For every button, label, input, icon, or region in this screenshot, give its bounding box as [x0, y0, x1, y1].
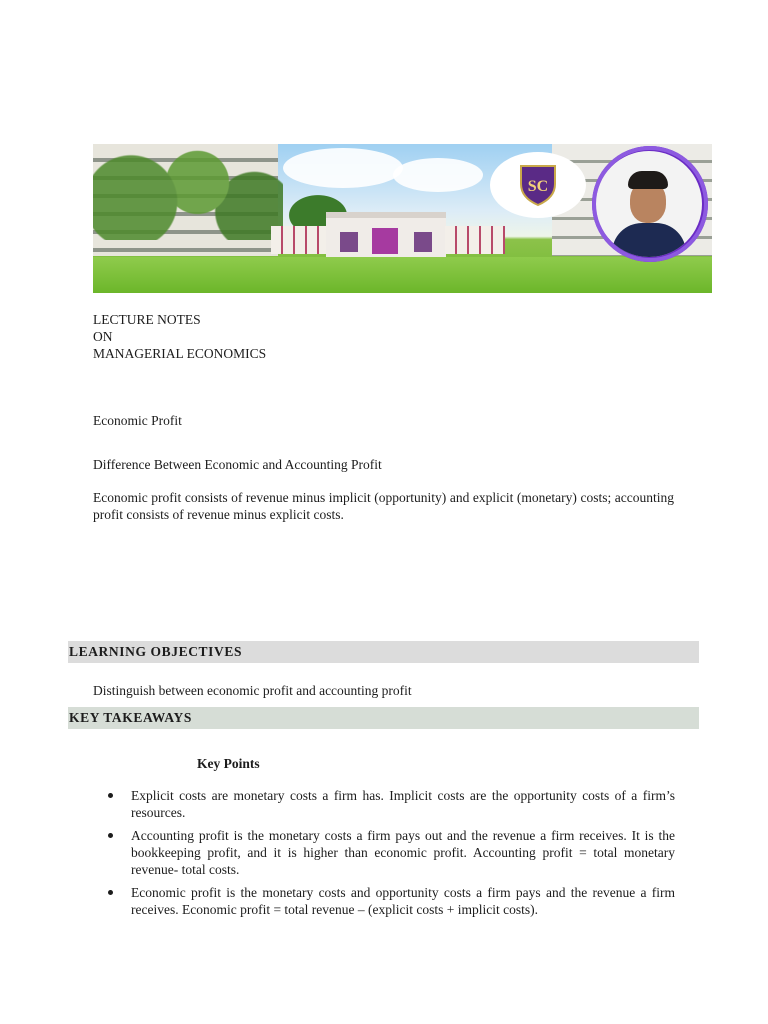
- vines-foliage: [93, 144, 283, 240]
- hall-window: [340, 232, 358, 252]
- bullet-icon: [108, 793, 113, 798]
- campus-hall: [326, 212, 446, 260]
- cloud-shape: [393, 158, 483, 192]
- title-line-3: MANAGERIAL ECONOMICS: [93, 346, 267, 361]
- logo-letters: SC: [527, 178, 549, 195]
- list-item: [104, 787, 675, 821]
- bullet-icon: [108, 890, 113, 895]
- title-line-2: ON: [93, 329, 113, 344]
- learning-objective-text: Distinguish between economic profit and accounting profit: [93, 683, 412, 698]
- intro-paragraph: Economic profit consists of revenue minus implicit (opportunity) and explicit (monetary) costs; accounting profit consists of revenue minus explicit costs.: [93, 490, 674, 522]
- title-line-1: LECTURE NOTES: [93, 312, 201, 327]
- key-points-list: [104, 787, 675, 924]
- key-takeaways-heading: KEY TAKEAWAYS: [68, 707, 699, 729]
- list-item: [104, 827, 675, 878]
- list-item: [104, 884, 675, 918]
- header-banner: [93, 144, 712, 293]
- college-logo: [490, 152, 586, 218]
- hall-window: [414, 232, 432, 252]
- hall-door: [372, 228, 398, 254]
- shield-icon: [515, 162, 561, 208]
- bullet-icon: [108, 833, 113, 838]
- list-item-text: Explicit costs are monetary costs a firm has. Implicit costs are the opportunity costs of a firm’s resources.: [131, 788, 675, 820]
- list-item-text: Economic profit is the monetary costs and opportunity costs a firm pays and the revenue a firm receives. Economic profit = total revenue – (explicit costs + implicit costs).: [131, 885, 675, 917]
- document-title: [93, 311, 266, 362]
- building-wing-right: [445, 226, 505, 254]
- key-points-subheading: Key Points: [197, 756, 260, 771]
- lawn: [93, 257, 712, 293]
- learning-objectives-heading: LEARNING OBJECTIVES: [68, 641, 699, 663]
- building-wing-left: [271, 226, 329, 254]
- author-photo: [596, 151, 702, 257]
- photo-hair: [628, 171, 668, 189]
- cloud-shape: [283, 148, 403, 188]
- photo-shirt: [612, 223, 686, 257]
- topic-heading: Economic Profit: [93, 413, 182, 428]
- subtopic-heading: Difference Between Economic and Accounting Profit: [93, 457, 382, 472]
- list-item-text: Accounting profit is the monetary costs a firm pays out and the revenue a firm receives. It is the bookkeeping profit, and it is higher than economic profit. Accounting profit = total monetary revenue- total costs.: [131, 828, 675, 877]
